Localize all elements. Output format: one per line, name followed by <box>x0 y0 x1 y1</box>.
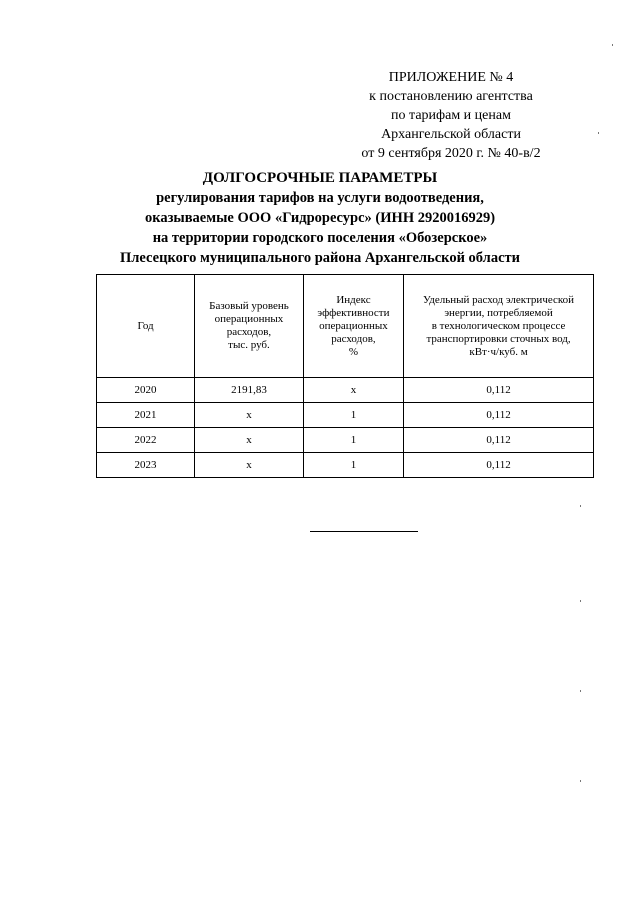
header-index-line: % <box>348 345 359 358</box>
table-row <box>97 378 594 403</box>
title-line-3: на территории городского поселения «Обозерское» <box>152 230 488 246</box>
header-energy-line: транспортировки сточных вод, <box>426 332 571 345</box>
cell-base-level: х <box>195 403 304 428</box>
header-base-line: Базовый уровень <box>209 300 289 312</box>
cell-base-level: х <box>195 453 304 478</box>
table-body <box>97 378 594 478</box>
table-row <box>97 428 594 453</box>
title-main: ДОЛГОСРОЧНЫЕ ПАРАМЕТРЫ <box>202 170 438 186</box>
cell-energy-consumption: 0,112 <box>404 428 594 453</box>
scan-speck <box>598 132 599 134</box>
table-row <box>97 403 594 428</box>
cell-energy-consumption: 0,112 <box>404 403 594 428</box>
cell-energy-consumption: 0,112 <box>404 378 594 403</box>
header-base-line: тыс. руб. <box>228 339 270 351</box>
cell-efficiency-index: х <box>303 378 403 403</box>
header-energy-consumption <box>404 275 594 378</box>
header-energy-line: кВт·ч/куб. м <box>469 345 528 358</box>
header-energy-line: Удельный расход электрической <box>423 293 575 306</box>
cell-efficiency-index: 1 <box>303 403 403 428</box>
header-base-level <box>195 275 304 378</box>
header-energy-line: энергии, потребляемой <box>444 306 553 319</box>
appendix-reference: к постановлению агентства <box>369 89 533 104</box>
appendix-region: Архангельской области <box>381 127 521 142</box>
appendix-date: от 9 сентября 2020 г. № 40-в/2 <box>361 146 541 161</box>
cell-year: 2020 <box>97 378 195 403</box>
table-header <box>97 275 594 378</box>
header-index-line: расходов, <box>331 332 376 345</box>
header-base-line: операционных <box>214 313 284 325</box>
cell-year: 2023 <box>97 453 195 478</box>
header-efficiency-index <box>303 275 403 378</box>
header-year-line: Год <box>137 319 154 332</box>
closing-divider-line <box>310 531 418 532</box>
title-line-4: Плесецкого муниципального района Архангельской области <box>120 250 520 266</box>
title-line-1: регулирования тарифов на услуги водоотведения, <box>156 190 484 206</box>
cell-base-level: 2191,83 <box>195 378 304 403</box>
document-title <box>40 168 600 268</box>
appendix-block <box>336 68 566 163</box>
appendix-agency: по тарифам и ценам <box>391 108 511 123</box>
table-header-row <box>97 275 594 378</box>
cell-efficiency-index: 1 <box>303 428 403 453</box>
scan-speck <box>612 44 613 46</box>
scan-speck <box>580 690 581 692</box>
header-base-line: расходов, <box>226 326 272 338</box>
title-line-2: оказываемые ООО «Гидроресурс» (ИНН 2920016929) <box>144 210 496 226</box>
cell-base-level: х <box>195 428 304 453</box>
table-row <box>97 453 594 478</box>
header-index-line: эффективности <box>317 306 390 319</box>
cell-year: 2021 <box>97 403 195 428</box>
header-energy-line: в технологическом процессе <box>431 319 566 332</box>
cell-year: 2022 <box>97 428 195 453</box>
cell-energy-consumption: 0,112 <box>404 453 594 478</box>
appendix-number: ПРИЛОЖЕНИЕ № 4 <box>388 70 514 85</box>
cell-efficiency-index: 1 <box>303 453 403 478</box>
header-index-line: Индекс <box>336 293 371 306</box>
scan-speck <box>580 505 581 507</box>
header-year <box>97 275 195 378</box>
scan-speck <box>580 600 581 602</box>
parameters-table <box>96 274 594 478</box>
scan-speck <box>580 780 581 782</box>
header-index-line: операционных <box>319 319 388 332</box>
